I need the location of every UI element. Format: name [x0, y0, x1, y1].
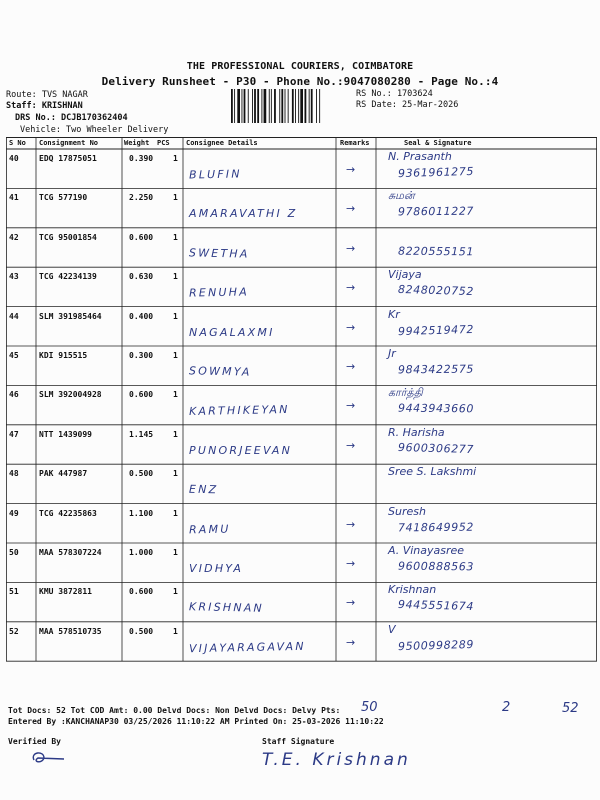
barcode-bar — [281, 89, 283, 123]
cell-signature-phone: 9443943660 — [397, 402, 475, 416]
cell-consignee-handwritten: RAMU — [188, 522, 231, 537]
staff-label: Staff: KRISHNAN — [6, 101, 83, 111]
cell-signature: Suresh — [388, 504, 426, 518]
runsheet-subtitle: Delivery Runsheet - P30 - Phone No.:9047080280 - Page No.:4 — [101, 75, 499, 88]
barcode-image — [230, 89, 354, 123]
col-header-consignee: Consignee Details — [186, 139, 258, 147]
cell-sno: 47 — [9, 429, 19, 439]
cell-signature: கார்த்தி — [388, 386, 423, 400]
cell-pcs: 1 — [173, 311, 178, 321]
cell-signature-phone: 8248020752 — [397, 283, 475, 299]
cell-consignment-no: TCG 42234139 — [39, 272, 97, 282]
cell-sno: 41 — [9, 193, 19, 203]
cell-sno: 49 — [9, 508, 19, 518]
cell-consignee-handwritten: SWETHA — [188, 246, 250, 261]
table-row — [6, 307, 597, 346]
table-row — [6, 188, 597, 227]
barcode-bar — [234, 89, 235, 123]
barcode-bar — [292, 89, 294, 123]
barcode-bar — [264, 89, 267, 123]
barcode-bar — [269, 89, 270, 123]
barcode-bar — [295, 89, 296, 123]
cell-signature: A. Vinayasree — [388, 544, 465, 557]
cell-sno: 45 — [9, 351, 19, 360]
cell-consignee-handwritten: KRISHNAN — [188, 600, 265, 616]
cell-consignment-no: SLM 392004928 — [39, 390, 102, 400]
cell-signature: Krishnan — [388, 583, 437, 597]
cell-remark-mark: → — [346, 241, 356, 255]
cell-remark-mark: → — [346, 635, 356, 649]
cell-sno: 52 — [9, 626, 19, 636]
cell-consignee-handwritten: ENZ — [188, 482, 219, 497]
barcode-bar — [311, 89, 313, 123]
barcode-bar — [285, 89, 286, 123]
barcode-bar — [316, 89, 317, 123]
barcode-bar — [288, 89, 289, 123]
cell-remark-mark: → — [346, 163, 356, 176]
cell-signature-phone: 9500998289 — [397, 637, 475, 653]
barcode-bar — [271, 89, 272, 123]
route-label: Route: TVS NAGAR — [6, 90, 88, 100]
cell-signature-phone: 9361961275 — [397, 164, 475, 181]
cell-consignment-no: PAK 447987 — [39, 469, 88, 479]
cell-remark-mark: → — [346, 202, 356, 216]
rs-number: RS No.: 1703624 — [356, 89, 433, 99]
cell-remark-mark: → — [346, 360, 356, 373]
barcode-bar — [252, 89, 253, 123]
cell-weight: 0.630 — [129, 272, 154, 282]
barcode-bar — [279, 89, 280, 123]
cell-pcs: 1 — [173, 390, 178, 400]
cell-consignee-handwritten: BLUFIN — [188, 167, 242, 182]
cell-consignment-no: MAA 578307224 — [39, 548, 102, 557]
cell-signature: R. Harisha — [388, 425, 445, 439]
barcode-bar — [274, 89, 276, 123]
totals-line: Tot Docs: 52 Tot COD Amt: 0.00 Delvd Docs: Non Delvd Docs: Delvy Pts: — [8, 706, 341, 715]
table-row — [6, 543, 597, 582]
cell-weight: 2.250 — [129, 193, 154, 203]
table-row — [6, 267, 597, 306]
cell-pcs: 1 — [173, 232, 178, 242]
barcode-bar — [242, 89, 243, 123]
cell-signature-phone: 9786011227 — [397, 205, 475, 219]
cell-remark-mark: → — [346, 281, 356, 295]
barcode-bar — [244, 89, 246, 123]
cell-pcs: 1 — [173, 272, 178, 282]
col-header-consignment: Consignment No — [39, 139, 99, 147]
staff-signature-handwritten: T.E. Krishnan — [262, 750, 411, 770]
cell-consignment-no: TCG 95001854 — [39, 232, 97, 242]
verified-by-label: Verified By — [8, 737, 61, 746]
cell-sno: 43 — [9, 272, 19, 282]
cell-consignment-no: KDI 915515 — [39, 351, 88, 360]
barcode-bar — [261, 89, 262, 123]
cell-weight: 0.600 — [129, 587, 154, 597]
entered-by-line: Entered By :KANCHANAP30 03/25/2026 11:10:22 AM Printed On: 25-03-2026 11:10:22 — [8, 717, 384, 726]
barcode-bar — [257, 89, 259, 123]
cell-pcs: 1 — [173, 429, 178, 439]
table-row — [6, 582, 597, 621]
barcode-bar — [300, 89, 303, 123]
cell-signature-phone: 9942519472 — [397, 322, 475, 338]
barcode-bar — [309, 89, 310, 123]
cell-remark-mark: → — [346, 399, 356, 413]
cell-signature-phone: 7418649952 — [397, 520, 475, 534]
cell-signature-phone: 9445551674 — [397, 598, 475, 614]
delivery-points-handwritten: 52 — [562, 701, 579, 716]
cell-signature-phone: 9843422575 — [397, 362, 475, 377]
cell-weight: 1.145 — [129, 429, 154, 439]
cell-pcs: 1 — [173, 469, 178, 479]
cell-weight: 0.600 — [129, 390, 154, 400]
cell-signature: சுமன் — [388, 189, 415, 203]
cell-consignee-handwritten: KARTHIKEYAN — [188, 403, 290, 419]
cell-remark-mark: → — [346, 320, 356, 334]
cell-sno: 48 — [9, 469, 19, 479]
nondelivered-count-handwritten: 2 — [502, 700, 511, 715]
cell-consignee-handwritten: RENUHA — [188, 285, 250, 300]
rs-date: RS Date: 25-Mar-2026 — [356, 100, 459, 110]
cell-consignment-no: KMU 3872811 — [39, 587, 92, 597]
cell-consignee-handwritten: AMARAVATHI Z — [189, 207, 298, 221]
cell-consignment-no: SLM 391985464 — [39, 311, 102, 321]
col-header-weight: Weight — [124, 139, 150, 147]
barcode-bar — [298, 89, 299, 123]
cell-signature: Sree S. Lakshmi — [388, 465, 477, 479]
table-row — [6, 464, 597, 503]
col-header-pcs: PCS — [157, 139, 170, 147]
table-row — [6, 149, 597, 188]
cell-weight: 0.400 — [129, 311, 154, 321]
cell-sno: 40 — [9, 154, 19, 163]
table-row — [6, 622, 597, 661]
cell-signature-phone: 9600888563 — [397, 559, 475, 574]
cell-pcs: 1 — [173, 548, 178, 557]
col-header-sno: S No — [9, 139, 26, 147]
drs-number: DRS No.: DCJB170362404 — [15, 113, 128, 123]
cell-consignee-handwritten: VIJAYARAGAVAN — [188, 639, 306, 656]
cell-weight: 0.600 — [129, 232, 154, 242]
cell-pcs: 1 — [173, 154, 178, 163]
cell-sno: 42 — [9, 232, 19, 242]
barcode-bar — [319, 89, 320, 123]
cell-consignee-handwritten: PUNORJEEVAN — [189, 443, 293, 457]
cell-signature-phone: 9600306277 — [397, 440, 475, 456]
cell-remark-mark: → — [346, 557, 356, 570]
cell-weight: 0.390 — [129, 154, 154, 163]
cell-signature: V — [388, 622, 396, 636]
cell-remark-mark: → — [346, 517, 356, 531]
barcode-bar — [231, 89, 233, 123]
cell-consignment-no: EDQ 17875051 — [39, 154, 97, 163]
cell-weight: 1.000 — [129, 548, 154, 557]
verifier-signature — [28, 748, 68, 768]
cell-pcs: 1 — [173, 508, 178, 518]
barcode-bar — [305, 89, 307, 123]
rs-info — [356, 89, 458, 111]
cell-consignment-no: MAA 578510735 — [39, 626, 102, 636]
delivery-table — [6, 137, 597, 702]
col-header-signature: Seal & Signature — [404, 139, 472, 147]
vehicle-label: Vehicle: Two Wheeler Delivery — [20, 125, 169, 135]
table-row — [6, 385, 597, 424]
cell-sno: 51 — [9, 587, 19, 597]
cell-signature-phone: 8220555151 — [397, 244, 475, 259]
cell-pcs: 1 — [173, 193, 178, 203]
cell-sno: 46 — [9, 390, 19, 400]
cell-signature: Jr — [388, 347, 396, 360]
table-header — [6, 137, 597, 149]
cell-weight: 0.500 — [129, 626, 154, 636]
table-row — [6, 346, 597, 385]
cell-consignee-handwritten: SOWMYA — [188, 364, 252, 379]
cell-pcs: 1 — [173, 626, 178, 636]
delivered-count-handwritten: 50 — [361, 700, 378, 715]
cell-pcs: 1 — [173, 351, 178, 360]
cell-weight: 1.100 — [129, 508, 154, 518]
table-row — [6, 228, 597, 267]
barcode-bar — [248, 89, 249, 123]
company-title: THE PROFESSIONAL COURIERS, COIMBATORE — [186, 61, 414, 72]
cell-sno: 50 — [9, 548, 19, 557]
cell-consignee-handwritten: NAGALAXMI — [189, 325, 275, 339]
table-row — [6, 504, 597, 543]
cell-consignment-no: TCG 42235863 — [39, 508, 97, 518]
staff-signature-label: Staff Signature — [262, 737, 335, 746]
cell-consignee-handwritten: VIDHYA — [189, 562, 244, 575]
cell-consignment-no: NTT 1439099 — [39, 429, 92, 439]
cell-remark-mark: → — [346, 438, 356, 452]
cell-weight: 0.300 — [129, 351, 154, 360]
col-header-remarks: Remarks — [340, 139, 370, 147]
cell-weight: 0.500 — [129, 469, 154, 479]
barcode-bar — [254, 89, 256, 123]
cell-consignment-no: TCG 577190 — [39, 193, 88, 203]
cell-pcs: 1 — [173, 587, 178, 597]
barcode-bar — [237, 89, 240, 123]
cell-signature: N. Prasanth — [388, 150, 452, 163]
cell-sno: 44 — [9, 311, 19, 321]
cell-signature: Kr — [388, 307, 400, 321]
cell-signature: Vijaya — [388, 268, 422, 282]
table-row — [6, 425, 597, 464]
cell-remark-mark: → — [346, 596, 356, 610]
